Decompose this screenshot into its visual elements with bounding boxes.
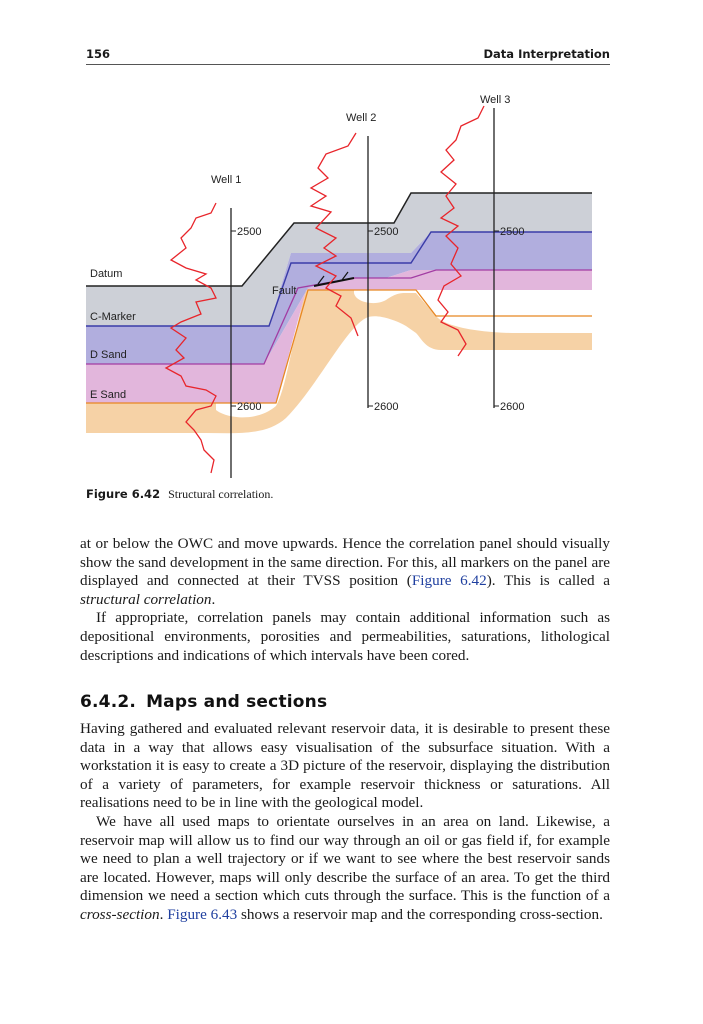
- figure-link[interactable]: Figure 6.42: [411, 572, 487, 590]
- body-text-lower: [80, 720, 610, 925]
- figure-caption: [86, 487, 273, 502]
- paragraph: If appropriate, correlation panels may contain additional information such as depositional environments, porosities and permeabilities, saturations, lithological descriptions and indications of which intervals have been cored.: [80, 609, 610, 664]
- paragraph: We have all used maps to orientate ourselves in an area on land. Likewise, a reservoir map will allow us to find our way through an oil or gas field if, for example we need to plan a well trajectory or if we want to see where the best reservoir sands are located. However, maps will only describe the surface of an area. To get the third dimension we need a section which cuts through the surface. This is the function of a cross-section. Figure 6.43 shows a reservoir map and the corresponding cross-section.: [80, 812, 610, 923]
- datum-label: Datum: [90, 268, 123, 280]
- structural-correlation-figure: [86, 88, 610, 483]
- body-text-upper: [80, 535, 610, 665]
- page-number: 156: [86, 47, 111, 61]
- e-sand-label: E Sand: [90, 389, 127, 401]
- section-heading: [80, 692, 327, 712]
- well1-depth-bottom: 2600: [237, 401, 262, 413]
- well2-label: Well 2: [346, 112, 377, 124]
- fault-label: Fault: [272, 285, 297, 297]
- caption-text: Structural correlation.: [168, 487, 274, 501]
- well3-label: Well 3: [480, 94, 511, 106]
- well2-depth-top: 2500: [374, 226, 399, 238]
- running-head: Data Interpretation: [483, 47, 610, 61]
- section-title: Maps and sections: [146, 692, 328, 712]
- section-number: 6.4.2.: [80, 692, 137, 712]
- paragraph: at or below the OWC and move upwards. Hence the correlation panel should visually show the sand development in the same direction. For this, all markers on the panel are displayed and connected at their TVSS position (Figure 6.42). This is called a structural correlation.: [80, 535, 610, 608]
- well1-label: Well 1: [211, 174, 242, 186]
- correlation-diagram: [86, 88, 610, 483]
- well2-depth-bottom: 2600: [374, 401, 399, 413]
- well1-depth-top: 2500: [237, 226, 262, 238]
- c-marker-label: C-Marker: [90, 311, 136, 323]
- caption-label: Figure 6.42: [86, 487, 161, 501]
- paragraph: Having gathered and evaluated relevant reservoir data, it is desirable to present these data in a way that allows easy visualisation of the subsurface situation. With a workstation it is easy to create a 3D picture of the reservoir, displaying the distribution of a variety of parameters, for example reservoir thickness or saturations. All realisations need to be in line with the geological model.: [80, 720, 610, 812]
- figure-link[interactable]: Figure 6.43: [167, 905, 238, 923]
- well3-depth-bottom: 2600: [500, 401, 525, 413]
- d-sand-label: D Sand: [90, 349, 127, 361]
- well3-depth-top: 2500: [500, 226, 525, 238]
- page-header: [86, 44, 610, 65]
